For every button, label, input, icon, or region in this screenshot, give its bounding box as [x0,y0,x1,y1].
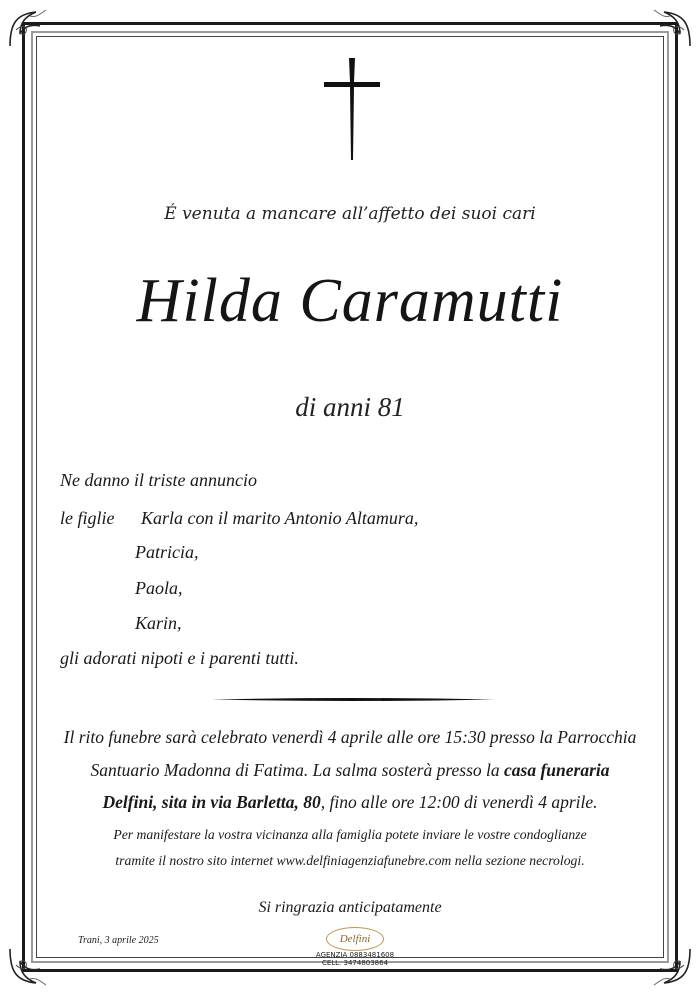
condolences-line: tramite il nostro sito internet www.delfiniagenziafunebre.com nella sezione necrologi. [115,853,585,868]
rite-line: Il rito funebre sarà celebrato venerdì 4 aprile alle ore 15:30 presso la Parrocchia [63,727,637,747]
corner-ornament-icon [6,6,52,52]
family-member: Karin, [135,613,182,633]
figlie-label: le figlie [60,508,115,528]
corner-ornament-icon [6,943,52,989]
agency-logo [310,927,400,983]
family-member: Paola, [135,578,183,598]
rite-bold-text: casa funeraria [504,760,610,780]
cross-icon [322,56,382,162]
announcement-line: Ne danno il triste annuncio [60,470,257,490]
rite-line [40,792,660,813]
thanks-text: Si ringrazia anticipatamente [258,899,442,916]
corner-ornament-icon [648,6,694,52]
intro-text: É venuta a mancare all’affetto dei suoi cari [164,204,536,224]
condolences-line: Per manifestare la vostra vicinanza alla famiglia potete inviare le vostre condoglianze [113,827,587,842]
rite-text: , fino alle ore 12:00 di venerdì 4 aprile. [320,792,598,812]
rite-line [40,760,660,781]
inner-frame [36,36,664,958]
rite-text: Santuario Madonna di Fatima. La salma sosterà presso la [90,760,505,780]
divider [212,697,494,702]
date-text: Trani, 3 aprile 2025 [78,935,159,946]
family-member: Karla con il marito Antonio Altamura, [141,508,419,528]
deceased-age: di anni 81 [295,392,405,422]
logo-brand: Delfini [326,927,384,951]
logo-phone: AGENZIA 0883481608 [315,951,395,959]
logo-mobile: CELL. 3474803864 [321,959,389,967]
announcement-closing: gli adorati nipoti e i parenti tutti. [60,648,299,668]
corner-ornament-icon [648,943,694,989]
family-member: Patricia, [135,542,199,562]
rite-bold-text: Delfini, sita in via Barletta, 80 [102,792,321,812]
deceased-name: Hilda Caramutti [136,267,564,335]
